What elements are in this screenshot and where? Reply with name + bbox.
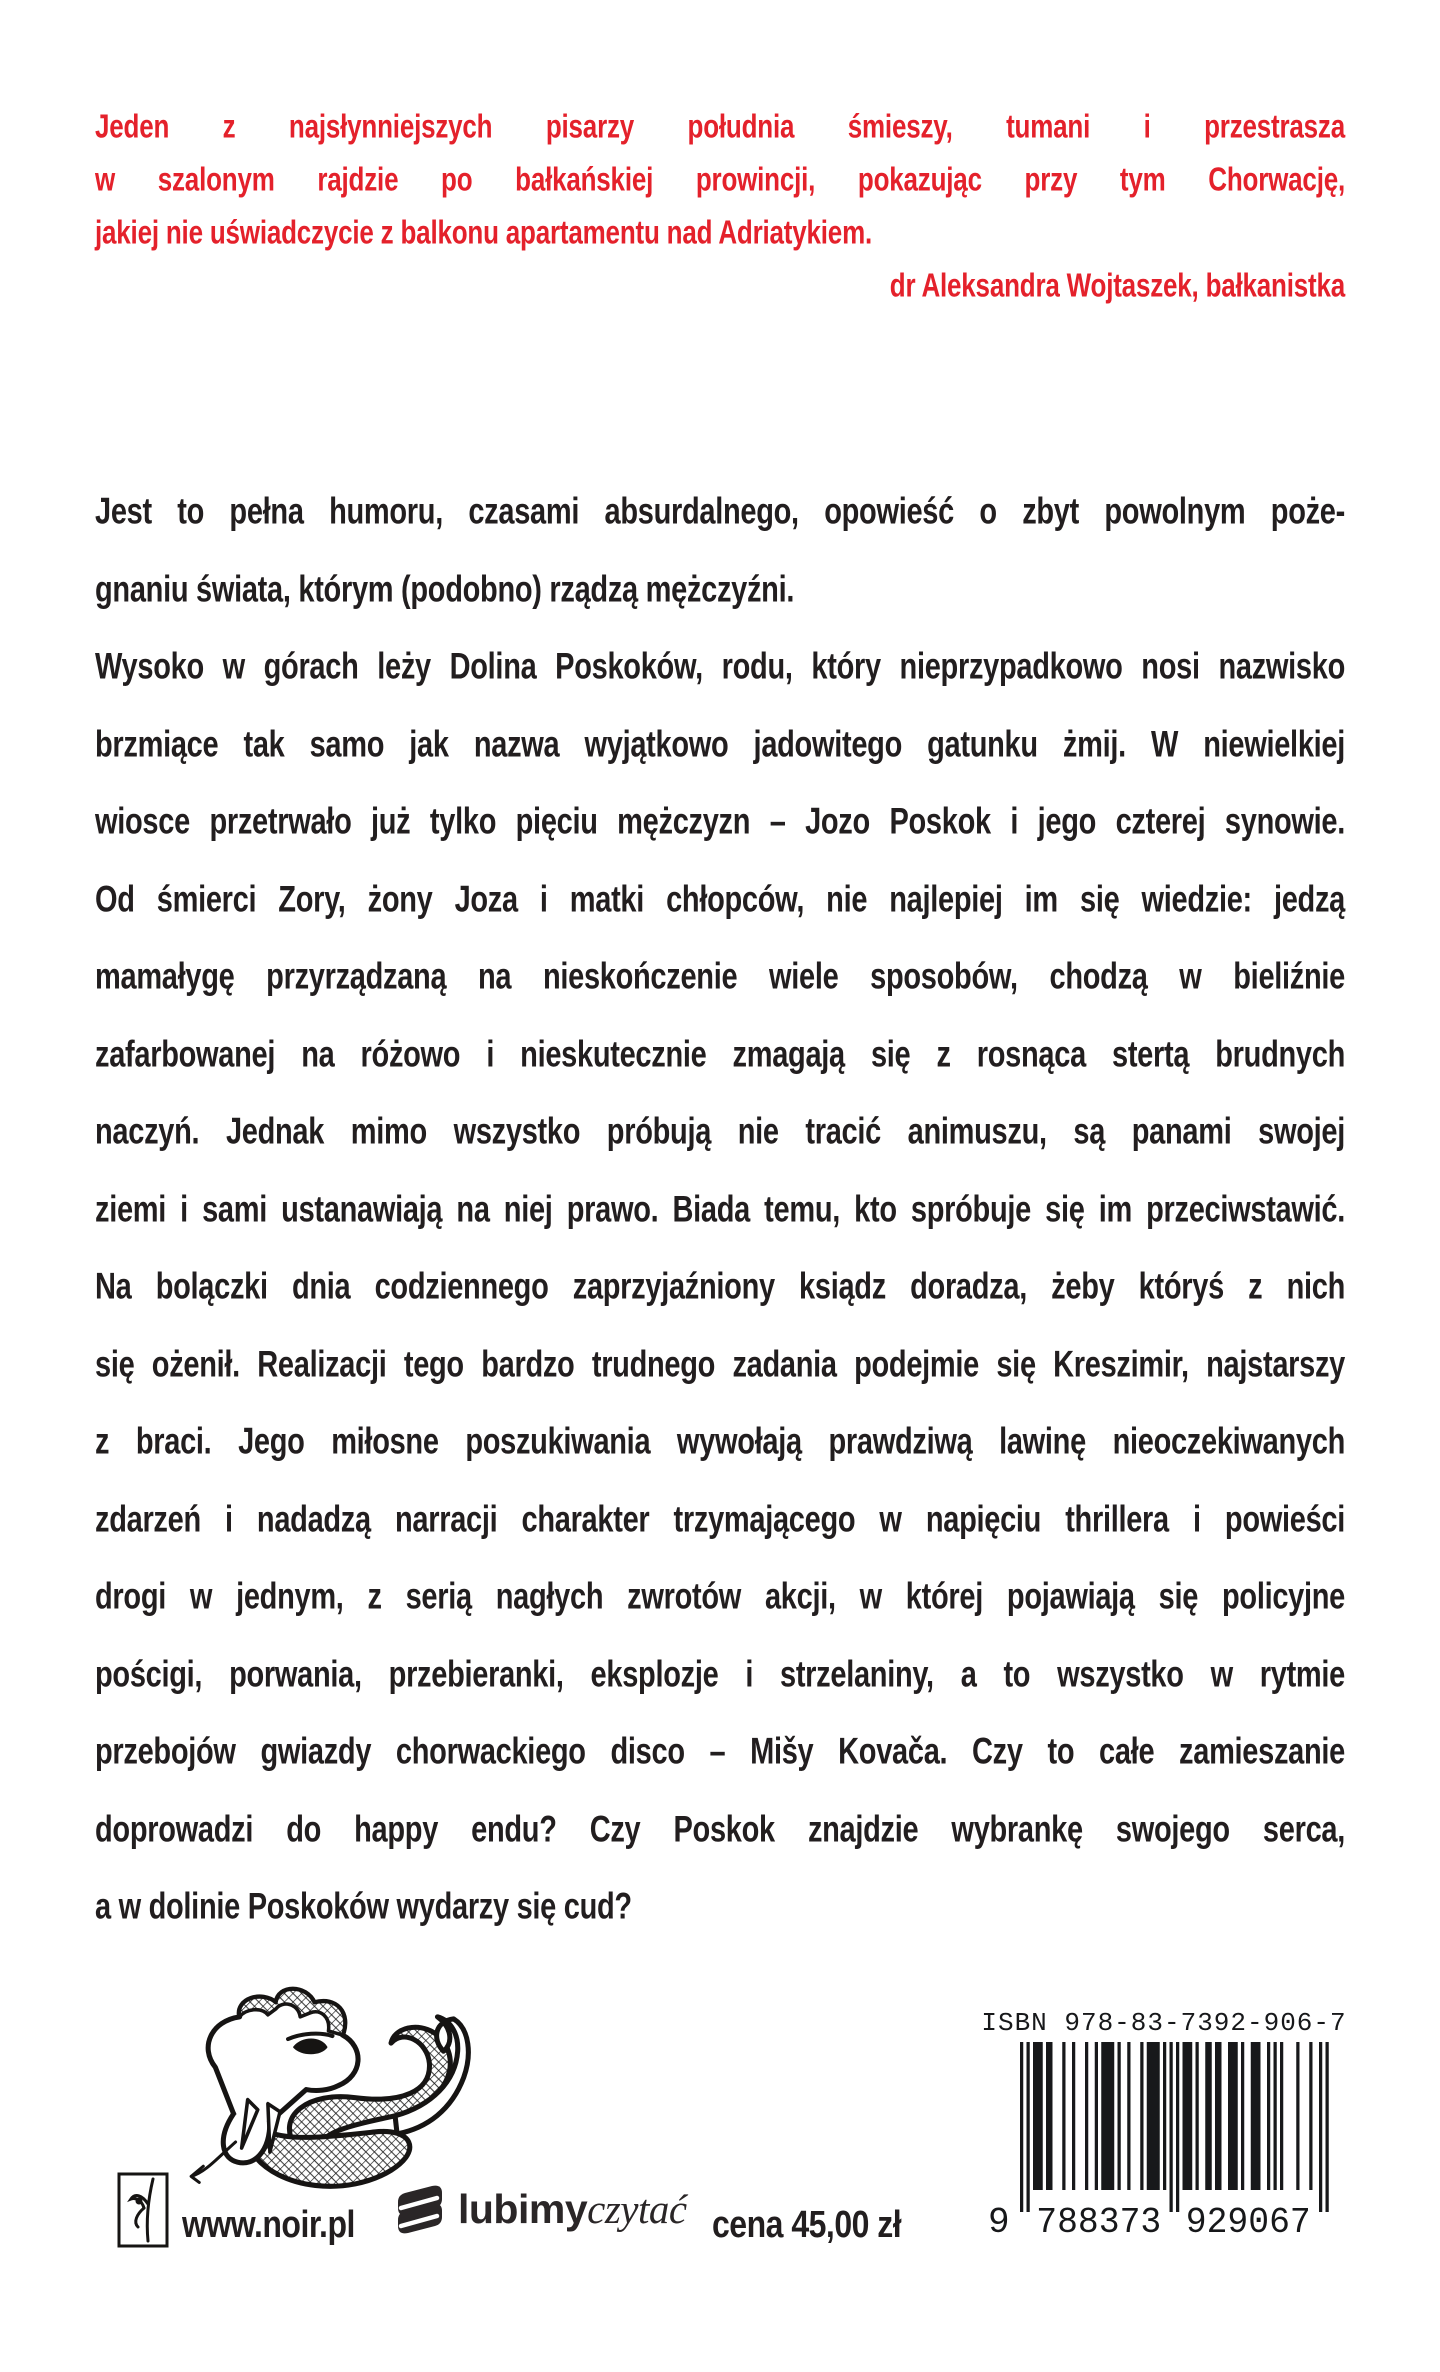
description-line: Wysoko w górach leży Dolina Poskoków, rodu, który nieprzypadkowo nosi nazwisko: [95, 646, 1345, 688]
publisher-url: www.noir.pl: [182, 2202, 355, 2246]
noir-logo-figure-head: [136, 2198, 143, 2205]
price-label: cena 45,00 zł: [712, 2202, 902, 2246]
quote-line: Jeden z najsłynniejszych pisarzy południa śmieszy, tumani i przestrasza: [95, 106, 1345, 146]
description-line: Jest to pełna humoru, czasami absurdalnego, opowieść o zbyt powolnym poże-: [95, 491, 1345, 533]
description-line: drogi w jednym, z serią nagłych zwrotów akcji, w której pojawiają się policyjne: [95, 1576, 1345, 1618]
description-line: brzmiące tak samo jak nazwa wyjątkowo jadowitego gatunku żmij. W niewielkiej: [95, 723, 1345, 765]
description-line: mamałygę przyrządzaną na nieskończenie wiele sposobów, chodzą w bieliźnie: [95, 956, 1345, 998]
description-line: przebojów gwiazdy chorwackiego disco – Mišy Kovača. Czy to całe zamieszanie: [95, 1731, 1345, 1773]
description-line: doprowadzi do happy endu? Czy Poskok znajdzie wybrankę swojego serca,: [95, 1808, 1345, 1850]
isbn-barcode: [980, 2042, 1348, 2240]
description-line: wiosce przetrwało już tylko pięciu mężczyzn – Jozo Poskok i jego czterej synowie.: [95, 801, 1345, 843]
description-line: gnaniu świata, którym (podobno) rządzą mężczyźni.: [95, 568, 795, 610]
description-line: z braci. Jego miłosne poszukiwania wywołają prawdziwą lawinę nieoczekiwanych: [95, 1421, 1345, 1463]
description-line: zdarzeń i nadadzą narracji charakter trzymającego w napięciu thrillera i powieści: [95, 1498, 1345, 1540]
quote-line: jakiej nie uświadczycie z balkonu apartamentu nad Adriatykiem.: [95, 212, 873, 252]
quote-attribution: dr Aleksandra Wojtaszek, bałkanistka: [889, 265, 1345, 305]
barcode-lead-digit: 9: [988, 2202, 1010, 2240]
description-line: się ożenił. Realizacji tego bardzo trudnego zadania podejmie się Kreszimir, najstarszy: [95, 1343, 1345, 1385]
description-line: Od śmierci Zory, żony Joza i matki chłopców, nie najlepiej im się wiedzie: jedzą: [95, 878, 1345, 920]
lubimyczytac-italic-text: czytać: [587, 2186, 687, 2232]
quote-line: w szalonym rajdzie po bałkańskiej prowincji, pokazując przy tym Chorwację,: [95, 159, 1345, 199]
description-line: ziemi i sami ustanawiają na niej prawo. Biada temu, kto spróbuje się im przeciwstawić.: [95, 1188, 1345, 1230]
lubimyczytac-bold-text: lubimy: [458, 2186, 588, 2232]
lubimyczytac-logo: [390, 2178, 687, 2240]
description-line: naczyń. Jednak mimo wszystko próbują nie tracić animuszu, są panami swojej: [95, 1111, 1345, 1153]
description-line: Na bolączki dnia codziennego zaprzyjaźniony ksiądz doradza, żeby któryś z nich: [95, 1266, 1345, 1308]
book-description-block: [95, 474, 1345, 1947]
description-line: a w dolinie Poskoków wydarzy się cud?: [95, 1886, 632, 1928]
barcode-digits-left: 788373: [1036, 2202, 1162, 2240]
review-quote-block: [95, 100, 1345, 312]
description-line: zafarbowanej na różowo i nieskutecznie zmagają się z rosnąca stertą brudnych: [95, 1033, 1345, 1075]
description-line: pościgi, porwania, przebieranki, eksplozje i strzelaniny, a to wszystko w rytmie: [95, 1653, 1345, 1695]
noir-publisher-logo: [117, 2172, 169, 2248]
stacked-books-icon: [390, 2178, 448, 2240]
isbn-label: ISBN 978-83-7392-906-7: [981, 2008, 1347, 2038]
barcode-digits-right: 929067: [1185, 2202, 1311, 2240]
snake-eye: [294, 2040, 326, 2054]
snake-tongue: [191, 2142, 235, 2182]
